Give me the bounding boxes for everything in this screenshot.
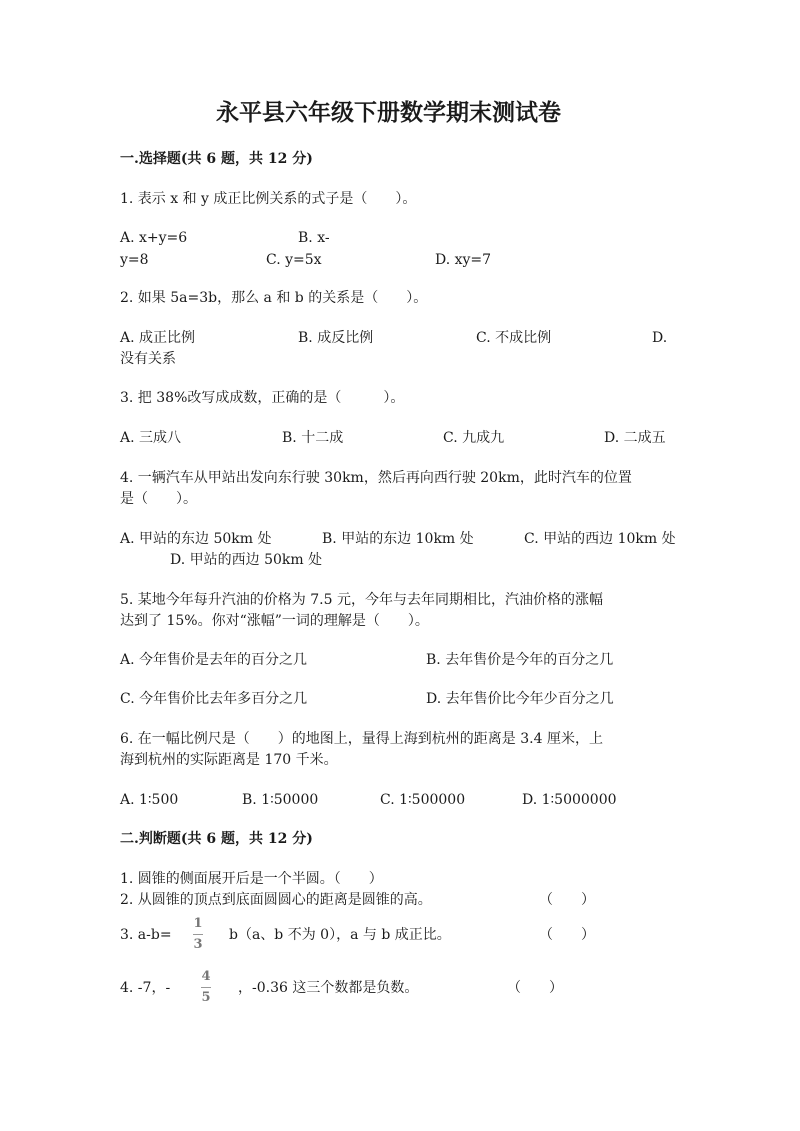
q2-option-d-wrap: 没有关系 [120,351,176,367]
judgment-3-suffix: b（a、b 不为 0），a 与 b 成正比。 [229,927,451,943]
fraction-numerator: 4 [201,969,211,984]
q1-option-c: C. y=5x [266,252,322,268]
q4-option-a: A. 甲站的东边 50km 处 [120,531,272,547]
fraction-denominator: 5 [201,990,211,1005]
fraction-numerator: 1 [193,916,203,931]
judgment-4-fraction [201,969,211,1006]
q6-option-c: C. 1∶500000 [380,792,466,808]
judgment-1: 1. 圆锥的侧面展开后是一个半圆。（ ） [120,871,383,887]
q6-option-b: B. 1∶50000 [242,792,319,808]
q4-option-c: C. 甲站的西边 10km 处 [524,531,676,547]
judgment-3-prefix: 3. a-b= [120,927,172,943]
q1-option-b: B. x- [298,230,330,246]
question-3-stem: 3. 把 38%改写成成数，正确的是（ ）。 [120,390,405,406]
section-heading-judgment: 二.判断题(共 6 题，共 12 分) [120,831,313,847]
q5-option-a: A. 今年售价是去年的百分之几 [120,652,308,668]
question-1-stem: 1. 表示 x 和 y 成正比例关系的式子是（ ）。 [120,191,417,207]
q1-option-a: A. x+y=6 [120,230,188,246]
fraction-bar [201,987,211,988]
q6-option-d: D. 1∶5000000 [522,792,617,808]
page-title: 永平县六年级下册数学期末测试卷 [216,99,561,126]
q1-option-b-wrap: y=8 [120,252,149,268]
q2-option-a: A. 成正比例 [120,330,196,346]
question-4-stem-line1: 4. 一辆汽车从甲站出发向东行驶 30km，然后再向西行驶 20km，此时汽车的位置 [120,470,632,486]
question-4-stem-line2: 是（ ）。 [120,491,197,507]
q3-option-a: A. 三成八 [120,430,182,446]
q5-option-b: B. 去年售价是今年的百分之几 [426,652,614,668]
question-6-stem-line2: 海到杭州的实际距离是 170 千米。 [120,752,338,768]
judgment-2: 2. 从圆锥的顶点到底面圆圆心的距离是圆锥的高。 [120,892,432,908]
judgment-4-paren: （ ） [507,980,563,996]
q2-option-b: B. 成反比例 [298,330,374,346]
q2-option-d: D. [652,330,668,346]
q6-option-a: A. 1∶500 [120,792,179,808]
judgment-3-fraction [193,916,203,953]
q2-option-c: C. 不成比例 [476,330,552,346]
judgment-2-paren: （ ） [539,892,595,908]
fraction-denominator: 3 [193,937,203,952]
q3-option-d: D. 二成五 [604,430,666,446]
q5-option-d: D. 去年售价比今年少百分之几 [426,691,614,707]
question-5-stem-line2: 达到了 15%。你对“涨幅”一词的理解是（ ）。 [120,613,429,629]
fraction-bar [193,934,203,935]
q4-option-d: D. 甲站的西边 50km 处 [170,552,323,568]
judgment-3-paren: （ ） [539,927,595,943]
q1-option-d: D. xy=7 [435,252,492,268]
section-heading-choice: 一.选择题(共 6 题，共 12 分) [120,151,313,167]
judgment-4-suffix: ，-0.36 这三个数都是负数。 [238,980,419,996]
q5-option-c: C. 今年售价比去年多百分之几 [120,691,308,707]
question-5-stem-line1: 5. 某地今年每升汽油的价格为 7.5 元，今年与去年同期相比，汽油价格的涨幅 [120,592,603,608]
judgment-4-prefix: 4. -7，- [120,980,171,996]
question-2-stem: 2. 如果 5a=3b，那么 a 和 b 的关系是（ ）。 [120,290,428,306]
question-6-stem-line1: 6. 在一幅比例尺是（ ）的地图上，量得上海到杭州的距离是 3.4 厘米，上 [120,731,603,747]
q3-option-c: C. 九成九 [443,430,505,446]
q3-option-b: B. 十二成 [282,430,344,446]
q4-option-b: B. 甲站的东边 10km 处 [322,531,474,547]
